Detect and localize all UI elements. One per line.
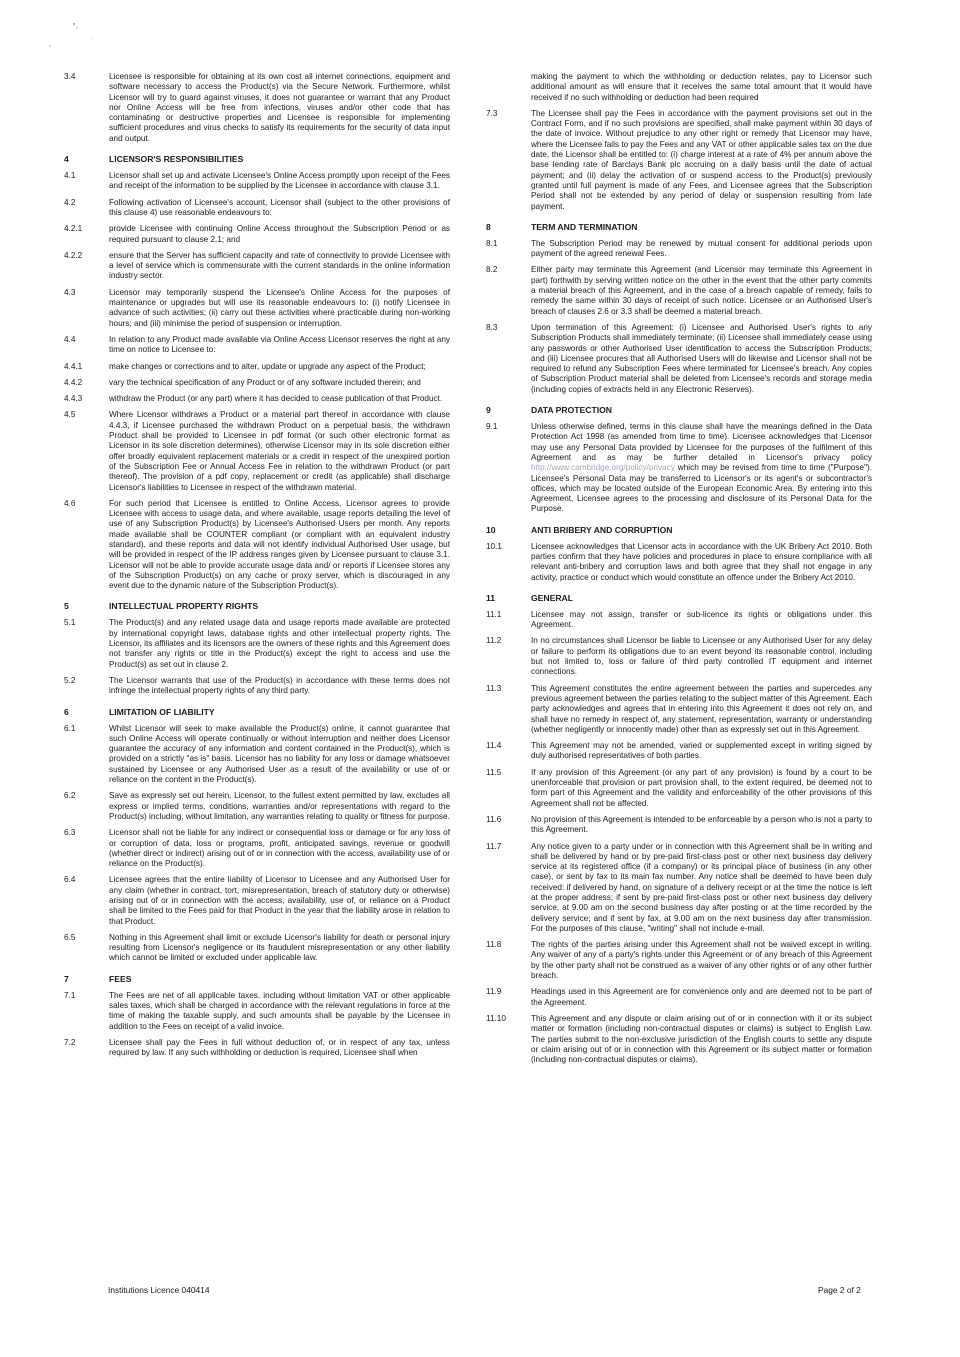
clause-number: 4.2 [64, 197, 76, 207]
clause-text: Following activation of Licensee's account, Licensor shall (subject to the other provisions of this clause 4) use reasonable endeavours to: [109, 197, 450, 217]
clause-number: 3.4 [64, 72, 76, 81]
clause [64, 618, 450, 669]
clause [64, 335, 450, 356]
clause [486, 265, 872, 316]
section-heading [64, 601, 450, 612]
clause-number: 9.1 [486, 422, 498, 432]
clause-number: 8.2 [486, 265, 498, 275]
clause-text: Licensor shall not be liable for any indirect or consequential loss or damage or for any loss of or corruption of data, loss or programs, profit, anticipated savings, revenue or goodwill (whether direct or indirect) arising out of or in connection with the access, availability use of or reliance on the Product(s). [109, 828, 450, 869]
clause-number: 4.5 [64, 410, 76, 420]
clause-text: Licensee is responsible for obtaining at its own cost all internet connections, equipment and software necessary to access the Product(s) via the Secure Network. Furthermore, whilst Licensor will try to guard against viruses, it does not guarantee or warrant that any Product nor Online Access will be free from infections, viruses and/or other code that has contaminating or destructive properties and Licensee is responsible for implementing sufficient procedures and virus checks to satisfy its requirements for the security of data input and output. [109, 72, 450, 143]
clause-number: 7.3 [486, 108, 498, 118]
clause-text [531, 422, 872, 515]
left-column [64, 72, 450, 1065]
clause [64, 224, 450, 245]
clause [486, 542, 872, 583]
clause-text: Either party may terminate this Agreement (and Licensor may terminate this Agreement in part) forthwith by serving written notice on the other in the event that the other party commits a material breach of this Agreement, and in the case of a breach capable of remedy, fails to remedy the same within 30 days of receipt of such notice. Licensee or an Authorised User's breach of clauses 2.6 or 3.3 shall be deemed a material breach. [531, 265, 872, 316]
clause-text: Whilst Licensor will seek to make available the Product(s) online, it cannot guarantee that such Online Access will operate continually or without interruption and neither does Licensor guarantee the accuracy of any information and content contained in the Product(s), which is provided on a strictly "as is" basis. Licensor has no liability for any loss or damage whatsoever sustained by Licensee or any Authorised User as a result of the availability or use of or reliance on the content in the Product(s). [109, 723, 450, 785]
clause-text: ensure that the Server has sufficient capacity and rate of connectivity to provide Licensee with a level of service which is commensurate with the current standards in the online information industry sector. [109, 250, 450, 281]
section-heading [64, 974, 450, 985]
privacy-policy-link[interactable]: http://www.cambridge.org/policy/privacy [531, 463, 675, 473]
clause-text: Licensee shall pay the Fees in full without deduction of, or in respect of any tax, unless required by law. If any such withholding or deduction is required, Licensee shall when [109, 1037, 450, 1058]
section-heading [486, 593, 872, 604]
clause-number: 5.2 [64, 675, 76, 685]
section-heading [64, 154, 450, 165]
clause [486, 610, 872, 631]
clause [64, 410, 450, 492]
clause-number: 11.7 [486, 841, 502, 851]
section-title: INTELLECTUAL PROPERTY RIGHTS [109, 601, 259, 612]
section-title: GENERAL [531, 592, 574, 603]
clause [64, 828, 450, 869]
section-number: 9 [486, 405, 491, 416]
section-title: TERM AND TERMINATION [531, 221, 638, 232]
clause-text-before-link: Unless otherwise defined, terms in this clause shall have the meanings defined in the Data Protection Act 1998 (as amended from time to time). Licensee acknowledges that Licensor may use any Personal Data provided by Licensee for the purposes of the fulfilment of this Agreement and as may be further detailed in Licensor's privacy policy [531, 422, 872, 462]
clause-number: 8.3 [486, 322, 498, 332]
clause [486, 422, 872, 515]
clause-text: Licensor shall set up and activate Licensee's Online Access promptly upon receipt of the Fees and receipt of the information to be supplied by the Licensee in accordance with clause 3.1. [109, 171, 450, 191]
section-heading [486, 525, 872, 536]
clause [486, 842, 872, 935]
section-number: 11 [486, 592, 496, 603]
clause-text: The Licensee shall pay the Fees in accordance with the payment provisions set out in the Contract Form, and if no such provisions are specified, shall make payment within 30 days of the date of invoice. Without prejudice to any other right or remedy that Licensor may have, where the Licensee fails to pay the Fees and any VAT or other applicable sales tax on the due date, the Licensor shall be entitled to: (i) charge interest at a rate of 4% per annum above the base lending rate of Barclays Bank plc accruing on a daily basis until the date of actual payment; and (ii) delay the activation of or suspend access to the Product(s) previously granted until full payment is made of any Fees, and Licensee agrees that the Subscription Period shall not be extended by any period of delay or suspension resulting from late payment. [531, 108, 872, 211]
clause-text: In relation to any Product made available via Online Access Licensor reserves the right at any time on notice to Licensee to: [109, 334, 450, 355]
clause [64, 1038, 450, 1059]
clause-number: 5.1 [64, 618, 76, 628]
clause-text: withdraw the Product (or any part) where it has decided to cease publication of that Product. [109, 394, 443, 404]
clause-number: 4.3 [64, 287, 76, 297]
clause-text: If any provision of this Agreement (or any part of any provision) is found by a court to be unenforceable that provision or part provision shall, to the extent required, be deemed not to form part of this Agreement and the validity and enforceability of the other provisions of this Agreement shall not be affected. [531, 767, 872, 808]
clause [64, 378, 450, 388]
clause-text: Any notice given to a party under or in connection with this Agreement shall be in writing and shall be delivered by hand or by pre-paid first-class post or other next business day delivery service at its registered office (if a company) or its principal place of business (in any other case), or sent by fax to its main fax number. Any notice shall be deemed to have been duly received: if delivered by hand, on signature of a delivery receipt or at the time the notice is left at the proper address; if sent by pre-paid first-class post or other next business day delivery service, at 9.00 am on the second business day after posting or at the time recorded by the delivery service; and if sent by fax, at 9.00 am on the next business day after transmission. For the purposes of this clause, "writing" shall not include e-mail. [531, 841, 872, 933]
clause-number: 4.2.1 [64, 224, 83, 234]
section-title: ANTI BRIBERY AND CORRUPTION [531, 524, 673, 535]
clause-number: 11.3 [486, 683, 502, 693]
clause-number: 4.4.1 [64, 361, 83, 371]
clause-number: 7.1 [64, 990, 76, 1000]
clause [486, 1014, 872, 1065]
clause [64, 791, 450, 822]
clause [64, 676, 450, 697]
clause [64, 933, 450, 964]
clause-text: Licensor may temporarily suspend the Licensee's Online Access for the purposes of maintenance or upgrades but will use its reasonable endeavours to: (i) notify Licensee in advance of such activities; (ii) carry out these activities where practicable during non-working hours; and (iii) minimise the period of suspension or interruption. [109, 287, 450, 328]
clause-number: 4.4 [64, 334, 76, 344]
clause-text: No provision of this Agreement is intended to be enforceable by a person who is not a party to this Agreement. [531, 814, 872, 835]
clause-text: make changes or corrections and to alter, update or upgrade any aspect of the Product; [109, 361, 426, 371]
clause [486, 940, 872, 981]
clause-number: 6.5 [64, 932, 76, 942]
clause-number: 4.2.2 [64, 250, 83, 260]
clause-text: The rights of the parties arising under this Agreement shall not be waived except in writing. Any waiver of any of a party's rights under this Agreement or of any breach of this Agreement by the other party shall not be construed as a waiver of any other rights or of any other further breach. [531, 940, 872, 981]
clause [64, 72, 450, 144]
clause-number: 11.9 [486, 987, 502, 997]
clause-number: 6.1 [64, 723, 76, 733]
clause [486, 741, 872, 762]
clause-text: Save as expressly set out herein, Licensor, to the fullest extent permitted by law, excludes all express or implied terms, conditions, warranties and/or representations with regard to the Product(s) including, without limitation, any warranties relating to quality or fitness for purpose. [109, 791, 450, 821]
clause-text: making the payment to which the withholding or deduction relates, pay to Licensor such additional amount as will ensure that it receives the same total amount that it would have received if no such withholding or deduction had been required [531, 72, 872, 102]
clause [486, 109, 872, 212]
clause [486, 72, 872, 103]
scan-speck-mark [30, 14, 110, 54]
section-number: 8 [486, 221, 491, 232]
clause-text: provide Licensee with continuing Online Access throughout the Subscription Period or as required pursuant to clause 2.1; and [109, 224, 450, 244]
clause [64, 198, 450, 219]
clause [64, 251, 450, 282]
clause-number: 11.6 [486, 814, 502, 824]
clause [64, 171, 450, 192]
clause-text: For such period that Licensee is entitled to Online Access, Licensor agrees to provide Licensee with access to usage data, and where available, usage reports detailing the level of use of any Subscription Product(s) by Licensee's Authorised Users per month. Any reports made available shall be COUNTER compliant (or compliant with an equivalent industry standard), and these reports and data will not identify individual Authorised User usage, but will be provided in respect of the IP address ranges given by Licensee pursuant to clause 3.1. Licensor will not be able to provide accurate usage data and/ or reports if Licensee stores any of the Subscription Product(s) on any cache or proxy server, which is discouraged in any event due to the dynamic nature of the Subscription Product(s). [109, 498, 450, 591]
section-heading [64, 707, 450, 718]
section-number: 6 [64, 706, 69, 717]
section-title: LICENSOR'S RESPONSIBILITIES [109, 154, 244, 165]
section-heading [486, 405, 872, 416]
clause [64, 991, 450, 1032]
clause [486, 768, 872, 809]
clause [486, 323, 872, 395]
clause-number: 11.5 [486, 767, 502, 777]
clause-number: 6.4 [64, 875, 76, 885]
clause [486, 684, 872, 735]
clause [64, 875, 450, 926]
clause-number: 4.1 [64, 171, 76, 181]
clause-number: 11.8 [486, 940, 502, 950]
clause-number: 7.2 [64, 1037, 76, 1047]
section-heading [486, 222, 872, 233]
section-title: DATA PROTECTION [531, 405, 612, 416]
clause-number: 4.6 [64, 498, 76, 508]
clause-text: The Product(s) and any related usage data and usage reports made available are protected by international copyright laws, database rights and other intellectual property rights. The Licensor, its affiliates and its licensors are the owners of these rights and this Agreement does not transfer any rights or title in the Product(s) except the right to access and use the Product(s) as set out in clause 2. [109, 618, 450, 669]
clause-number: 8.1 [486, 238, 498, 248]
clause-number: 11.1 [486, 609, 502, 619]
clause [486, 987, 872, 1008]
clause-text: Upon termination of this Agreement: (i) Licensee and Authorised User's rights to any Subscription Products shall immediately terminate; (ii) Licensee shall immediately cease using any passwords or other Authorised User identification to access the Subscription Products; and (iii) Licensee procures that all Authorised Users will do likewise and Licensor shall not be required to refund any Subscription Fees where terminated for Licensee's breach. Any copies of Subscription Product material shall be deleted from Licensee's records and storage media (including copies of extracts held in any Electronic Reserves). [531, 322, 872, 394]
clause [64, 362, 450, 372]
clause [64, 724, 450, 786]
right-column [486, 72, 872, 1071]
clause-text: Licensee may not assign, transfer or sub-licence its rights or obligations under this Agreement. [531, 609, 872, 630]
footer-page-number: Page 2 of 2 [818, 1285, 861, 1295]
clause-text: Headings used in this Agreement are for convenience only and are deemed not to be part of the Agreement. [531, 987, 872, 1007]
clause-text: The Licensor warrants that use of the Product(s) in accordance with these terms does not infringe the intellectual property rights of any third party. [109, 675, 450, 696]
clause [486, 815, 872, 836]
clause-text: This Agreement may not be amended, varied or supplemented except in writing signed by duly authorised representatives of both parties. [531, 741, 872, 761]
clause-number: 11.10 [486, 1013, 506, 1023]
clause-text: The Fees are net of all applicable taxes, including without limitation VAT or other applicable sales taxes, which shall be charged in accordance with the relevant regulations in force at the time of making the taxable supply, and such amounts shall be payable by the Licensee in addition to the Fees on receipt of a valid invoice. [109, 990, 450, 1031]
clause-number: 10.1 [486, 541, 502, 551]
clause-text: vary the technical specification of any Product or of any software included therein; and [109, 377, 421, 387]
clause-text: The Subscription Period may be renewed by mutual consent for additional periods upon payment of the agreed renewal Fees. [531, 238, 872, 259]
section-title: FEES [109, 973, 132, 984]
section-title: LIMITATION OF LIABILITY [109, 706, 215, 717]
clause [64, 288, 450, 329]
clause [486, 239, 872, 260]
clause [64, 394, 450, 404]
clause-number: 6.3 [64, 828, 76, 838]
clause-text: Nothing in this Agreement shall limit or exclude Licensor's liability for death or personal injury resulting from Licensor's negligence or its fraudulent misrepresentation or any other liability which cannot be limited or excluded under applicable law. [109, 932, 450, 963]
clause-text: This Agreement and any dispute or claim arising out of or in connection with it or its subject matter or formation (including non-contractual disputes or claims) is subject to English Law. The parties submit to the non-exclusive jurisdiction of the English courts to settle any dispute or claim arising out of or in connection with this Agreement or its subject matter or formation (including non-contractual disputes or claims). [531, 1013, 872, 1065]
section-number: 10 [486, 524, 496, 535]
clause-number: 11.2 [486, 636, 502, 646]
clause-text: In no circumstances shall Licensor be liable to Licensee or any Authorised User for any delay or failure to perform its obligations due to an event beyond its reasonable control, including but not limited to, loss or failure of third party controlled IT equipment and internet connections. [531, 636, 872, 677]
clause-text: Licensee acknowledges that Licensor acts in accordance with the UK Bribery Act 2010. Both parties confirm that they have policies and procedures in place to ensure compliance with all relevant anti-bribery and corruption laws and both agree that they shall not engage in any activity, practice or conduct which would constitute an offence under the Bribery Act 2010. [531, 541, 872, 582]
clause [64, 499, 450, 592]
clause-text: Where Licensor withdraws a Product or a material part thereof in accordance with clause 4.4.3, if Licensee purchased the withdrawn Product on a perpetual basis, the withdrawn Product shall be provided to Licensee in pdf format (or such other electronic format as Licensor in its sole discretion determines), otherwise Licensor may in its sole discretion either offer broadly equivalent replacement materials or a credit in respect of the unexpired portion of the Subscription Fee or Annual Access Fee in relation to the withdrawn Product (or part thereof). The provision of a pdf copy, replacement or credit (as applicable) shall discharge Licensor's liabilities to Licensee in respect of the withdrawn material. [109, 410, 450, 492]
clause [486, 636, 872, 677]
clause-number: 6.2 [64, 791, 76, 801]
clause-number [486, 72, 531, 103]
clause-number: 11.4 [486, 741, 502, 751]
clause-number: 4.4.2 [64, 377, 83, 387]
clause-text: Licensee agrees that the entire liability of Licensor to Licensee and any Authorised User for any claim (whether in contract, tort, misrepresentation, breach of statutory duty or otherwise) arising out of or in connection with the access, availability, use of, or reliance on a Product shall be limited to the Fees paid for that Product in the year that the liability arose in relation to that Product. [109, 875, 450, 926]
section-number: 7 [64, 973, 69, 984]
clause-text: This Agreement constitutes the entire agreement between the parties and supercedes any previous agreement between the parties relating to the subject matter of this Agreement. Each party acknowledges and agrees that in entering into this Agreement it does not rely on, and shall have no remedy in respect of, any statement, representation, warranty or understanding (whether negligently or innocently made) other than as expressly set out in this Agreement. [531, 683, 872, 734]
clause-text-after-link: which may be revised from time to time ("Purpose"). Licensee's Personal Data may be transferred to Licensor's or its agent's or subcontractor's offices, which may be located outside of the European Economic Area. By entering into this Agreement, Licensee agrees to the processing and disclosure of its Personal Data for the Purpose. [531, 463, 872, 514]
clause-number: 4.4.3 [64, 394, 83, 404]
section-number: 4 [64, 154, 69, 165]
footer-licence-ref: Institutions Licence 040414 [108, 1285, 210, 1295]
section-number: 5 [64, 601, 69, 612]
